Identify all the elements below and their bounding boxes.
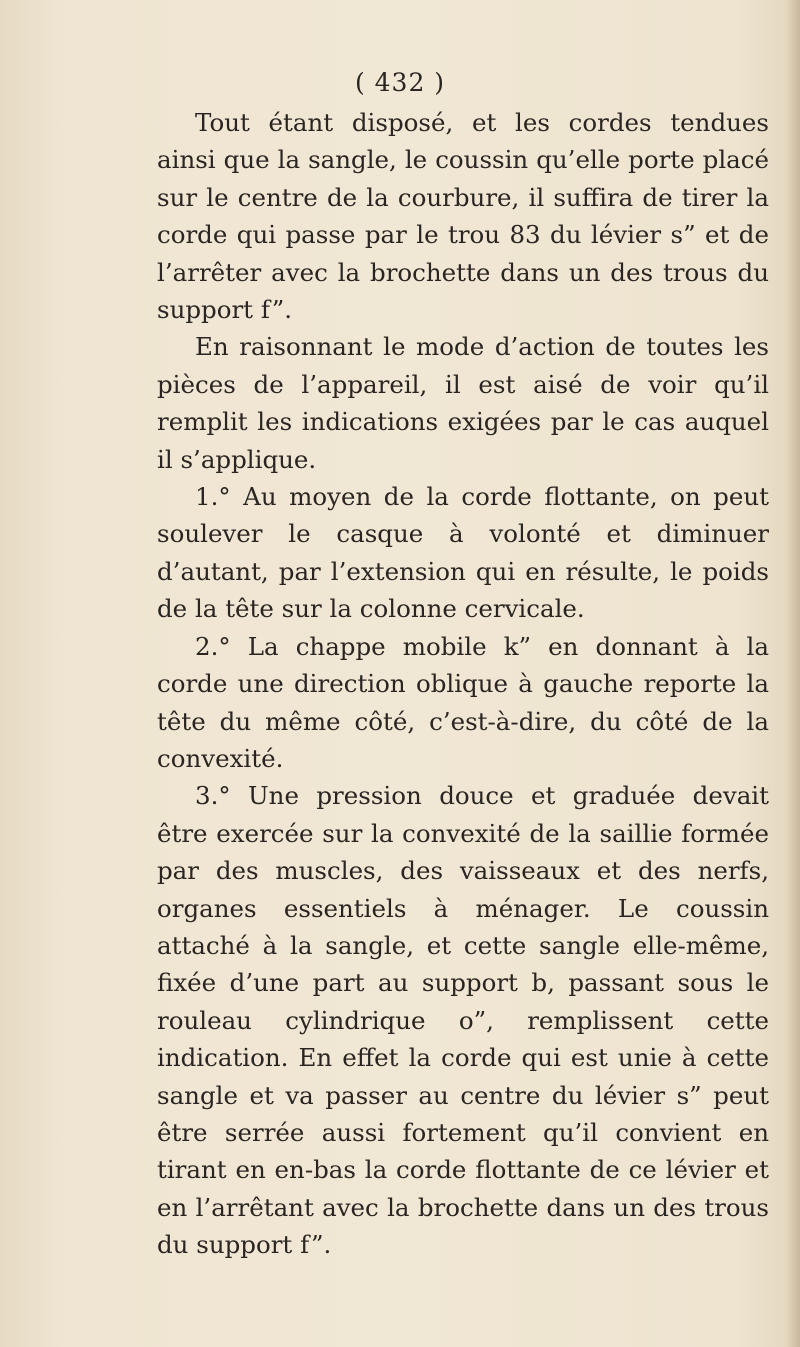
paragraph-point-1: 1.° Au moyen de la corde flottante, on peut soulever le casque à volonté et diminuer d’autant, par l’extension qui en résulte, le poids de la tête sur la colonne cervicale. [157,482,769,624]
paragraph-intro: Tout étant disposé, et les cordes tendues ainsi que la sangle, le coussin qu’elle porte placé sur le centre de la courbure, il suffira de tirer la corde qui passe par le trou 83 du lévier s” et de l’arrêter avec la brochette dans un des trous du support f”. [157,108,769,325]
paragraph-point-3: 3.° Une pression douce et graduée devait être exercée sur la convexité de la saillie formée par des muscles, des vaisseaux et des nerfs, organes essentiels à ménager. Le coussin attaché à la sangle, et cette sangle elle-même, fixée d’une part au support b, passant sous le rouleau cylindrique o”, remplissent cette indication. En effet la corde qui est unie à cette sangle et va passer au centre du lévier s” peut être serrée aussi fortement qu’il convient en tirant en en-bas la corde flottante de ce lévier et en l’arrêtant avec la brochette dans un des trous du support f”. [157,781,769,1260]
page-edge-shadow [786,0,800,1347]
paragraph-reasoning: En raisonnant le mode d’action de toutes les pièces de l’appareil, il est aisé de voir qu’il remplit les indications exigées par le cas auquel il s’applique. [157,332,769,474]
paragraph-point-2: 2.° La chappe mobile k” en donnant à la corde une direction oblique à gauche reporte la tête du même côté, c’est-à-dire, du côté de la convexité. [157,631,769,773]
page-number: ( 432 ) [354,68,446,97]
body-text [157,104,769,1264]
